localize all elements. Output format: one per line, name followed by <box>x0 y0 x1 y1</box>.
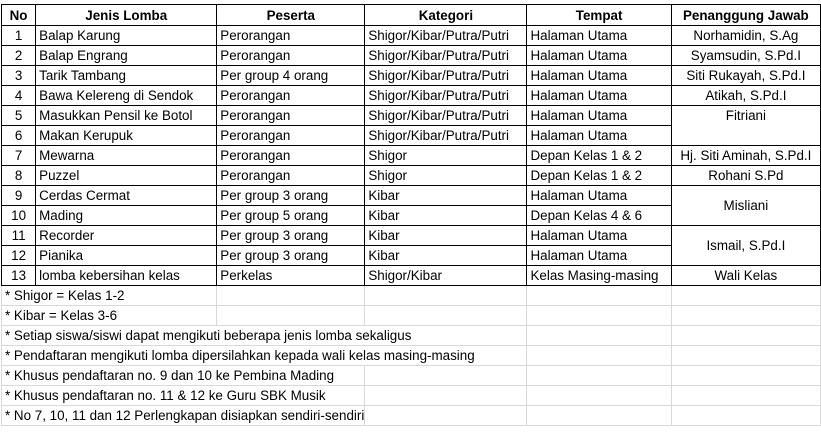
cell-penanggung-jawab[interactable]: Wali Kelas <box>671 266 820 286</box>
table-row <box>2 106 821 126</box>
note-row <box>2 286 821 306</box>
cell-kategori[interactable]: Shigor/Kibar/Putra/Putri <box>365 46 527 66</box>
cell-penanggung-jawab[interactable]: Syamsudin, S.Pd.I <box>671 46 820 66</box>
cell-no[interactable]: 10 <box>2 206 36 226</box>
cell-no[interactable]: 2 <box>2 46 36 66</box>
cell-kategori[interactable]: Shigor/Kibar/Putra/Putri <box>365 106 527 126</box>
note-row <box>2 306 821 326</box>
table-row <box>2 46 821 66</box>
cell-tempat[interactable]: Halaman Utama <box>527 226 671 246</box>
table-row <box>2 146 821 166</box>
cell-jenis-lomba[interactable]: Puzzel <box>36 166 217 186</box>
cell-penanggung-jawab[interactable]: Siti Rukayah, S.Pd.I <box>671 66 820 86</box>
cell-penanggung-jawab[interactable]: Fitriani <box>671 106 820 146</box>
cell-kategori[interactable]: Shigor/Kibar/Putra/Putri <box>365 86 527 106</box>
cell-kategori[interactable]: Shigor/Kibar/Putra/Putri <box>365 26 527 46</box>
header-penanggung-jawab[interactable]: Penanggung Jawab <box>671 5 820 26</box>
empty-cell[interactable] <box>671 306 820 326</box>
cell-penanggung-jawab[interactable]: Atikah, S.Pd.I <box>671 86 820 106</box>
cell-peserta[interactable]: Per group 5 orang <box>217 206 365 226</box>
note-text[interactable]: * Khusus pendaftaran no. 11 & 12 ke Guru SBK Musik <box>2 386 365 406</box>
cell-penanggung-jawab[interactable]: Ismail, S.Pd.I <box>671 226 820 266</box>
note-row <box>2 326 821 346</box>
note-row <box>2 366 821 386</box>
cell-tempat[interactable]: Depan Kelas 1 & 2 <box>527 146 671 166</box>
empty-cell[interactable] <box>217 286 365 306</box>
cell-tempat[interactable]: Halaman Utama <box>527 26 671 46</box>
empty-cell[interactable] <box>365 306 527 326</box>
cell-peserta[interactable]: Perorangan <box>217 106 365 126</box>
cell-penanggung-jawab[interactable]: Norhamidin, S.Ag <box>671 26 820 46</box>
empty-cell[interactable] <box>217 306 365 326</box>
cell-tempat[interactable]: Halaman Utama <box>527 66 671 86</box>
cell-jenis-lomba[interactable]: Balap Karung <box>36 26 217 46</box>
cell-peserta[interactable]: Perorangan <box>217 146 365 166</box>
cell-tempat[interactable]: Halaman Utama <box>527 246 671 266</box>
empty-cell[interactable] <box>365 286 527 306</box>
note-text[interactable]: * Shigor = Kelas 1-2 <box>2 286 217 306</box>
header-row <box>2 5 821 26</box>
note-text[interactable]: * Setiap siswa/siswi dapat mengikuti beberapa jenis lomba sekaligus <box>2 326 527 346</box>
cell-tempat[interactable]: Halaman Utama <box>527 126 671 146</box>
cell-kategori[interactable]: Kibar <box>365 226 527 246</box>
cell-tempat[interactable]: Depan Kelas 1 & 2 <box>527 166 671 186</box>
cell-jenis-lomba[interactable]: Mewarna <box>36 146 217 166</box>
cell-kategori[interactable]: Shigor/Kibar/Putra/Putri <box>365 66 527 86</box>
cell-peserta[interactable]: Per group 3 orang <box>217 246 365 266</box>
cell-tempat[interactable]: Depan Kelas 4 & 6 <box>527 206 671 226</box>
cell-tempat[interactable]: Halaman Utama <box>527 46 671 66</box>
cell-no[interactable]: 4 <box>2 86 36 106</box>
cell-no[interactable]: 5 <box>2 106 36 126</box>
cell-kategori[interactable]: Kibar <box>365 206 527 226</box>
table-row <box>2 186 821 206</box>
cell-peserta[interactable]: Per group 3 orang <box>217 186 365 206</box>
cell-jenis-lomba[interactable]: Cerdas Cermat <box>36 186 217 206</box>
empty-cell[interactable] <box>671 326 820 346</box>
empty-cell[interactable] <box>527 326 671 346</box>
cell-no[interactable]: 9 <box>2 186 36 206</box>
empty-cell[interactable] <box>527 366 671 386</box>
empty-cell[interactable] <box>671 406 820 426</box>
table-row <box>2 26 821 46</box>
cell-peserta[interactable]: Perkelas <box>217 266 365 286</box>
cell-peserta[interactable]: Per group 3 orang <box>217 226 365 246</box>
lomba-table <box>1 4 821 426</box>
note-row <box>2 346 821 366</box>
note-text[interactable]: * No 7, 10, 11 dan 12 Perlengkapan disiapkan sendiri-sendiri <box>2 406 365 426</box>
cell-tempat[interactable]: Halaman Utama <box>527 186 671 206</box>
empty-cell[interactable] <box>527 346 671 366</box>
cell-kategori[interactable]: Shigor <box>365 146 527 166</box>
cell-kategori[interactable]: Shigor/Kibar/Putra/Putri <box>365 126 527 146</box>
cell-penanggung-jawab[interactable]: Misliani <box>671 186 820 226</box>
table-row <box>2 266 821 286</box>
cell-no[interactable]: 7 <box>2 146 36 166</box>
cell-jenis-lomba[interactable]: Pianika <box>36 246 217 266</box>
cell-no[interactable]: 6 <box>2 126 36 146</box>
note-text[interactable]: * Kibar = Kelas 3-6 <box>2 306 217 326</box>
cell-jenis-lomba[interactable]: Balap Engrang <box>36 46 217 66</box>
cell-peserta[interactable]: Perorangan <box>217 46 365 66</box>
cell-peserta[interactable]: Perorangan <box>217 126 365 146</box>
note-text[interactable]: * Khusus pendaftaran no. 9 dan 10 ke Pembina Mading <box>2 366 365 386</box>
table-row <box>2 86 821 106</box>
cell-tempat[interactable]: Kelas Masing-masing <box>527 266 671 286</box>
cell-peserta[interactable]: Per group 4 orang <box>217 66 365 86</box>
cell-jenis-lomba[interactable]: lomba kebersihan kelas <box>36 266 217 286</box>
cell-tempat[interactable]: Halaman Utama <box>527 106 671 126</box>
empty-cell[interactable] <box>365 406 527 426</box>
cell-peserta[interactable]: Perorangan <box>217 86 365 106</box>
cell-tempat[interactable]: Halaman Utama <box>527 86 671 106</box>
empty-cell[interactable] <box>527 286 671 306</box>
empty-cell[interactable] <box>671 286 820 306</box>
cell-no[interactable]: 12 <box>2 246 36 266</box>
cell-jenis-lomba[interactable]: Tarik Tambang <box>36 66 217 86</box>
cell-penanggung-jawab[interactable]: Rohani S.Pd <box>671 166 820 186</box>
cell-peserta[interactable]: Perorangan <box>217 26 365 46</box>
empty-cell[interactable] <box>671 346 820 366</box>
header-tempat[interactable]: Tempat <box>527 5 671 26</box>
cell-kategori[interactable]: Shigor/Kibar <box>365 266 527 286</box>
cell-no[interactable]: 1 <box>2 26 36 46</box>
cell-kategori[interactable]: Shigor <box>365 166 527 186</box>
note-text[interactable]: * Pendaftaran mengikuti lomba dipersilahkan kepada wali kelas masing-masing <box>2 346 527 366</box>
cell-kategori[interactable]: Kibar <box>365 246 527 266</box>
cell-peserta[interactable]: Perorangan <box>217 166 365 186</box>
empty-cell[interactable] <box>365 366 527 386</box>
cell-jenis-lomba[interactable]: Mading <box>36 206 217 226</box>
cell-jenis-lomba[interactable]: Bawa Kelereng di Sendok <box>36 86 217 106</box>
cell-penanggung-jawab[interactable]: Hj. Siti Aminah, S.Pd.I <box>671 146 820 166</box>
empty-cell[interactable] <box>527 406 671 426</box>
empty-cell[interactable] <box>527 386 671 406</box>
empty-cell[interactable] <box>527 306 671 326</box>
cell-jenis-lomba[interactable]: Makan Kerupuk <box>36 126 217 146</box>
table-row <box>2 66 821 86</box>
table-row <box>2 226 821 246</box>
table-row <box>2 166 821 186</box>
header-peserta[interactable]: Peserta <box>217 5 365 26</box>
cell-kategori[interactable]: Kibar <box>365 186 527 206</box>
note-row <box>2 386 821 406</box>
cell-jenis-lomba[interactable]: Masukkan Pensil ke Botol <box>36 106 217 126</box>
cell-jenis-lomba[interactable]: Recorder <box>36 226 217 246</box>
empty-cell[interactable] <box>671 386 820 406</box>
header-no[interactable]: No <box>2 5 36 26</box>
cell-no[interactable]: 13 <box>2 266 36 286</box>
cell-no[interactable]: 8 <box>2 166 36 186</box>
empty-cell[interactable] <box>671 366 820 386</box>
empty-cell[interactable] <box>365 386 527 406</box>
note-row <box>2 406 821 426</box>
cell-no[interactable]: 11 <box>2 226 36 246</box>
cell-no[interactable]: 3 <box>2 66 36 86</box>
header-jenis-lomba[interactable]: Jenis Lomba <box>36 5 217 26</box>
header-kategori[interactable]: Kategori <box>365 5 527 26</box>
